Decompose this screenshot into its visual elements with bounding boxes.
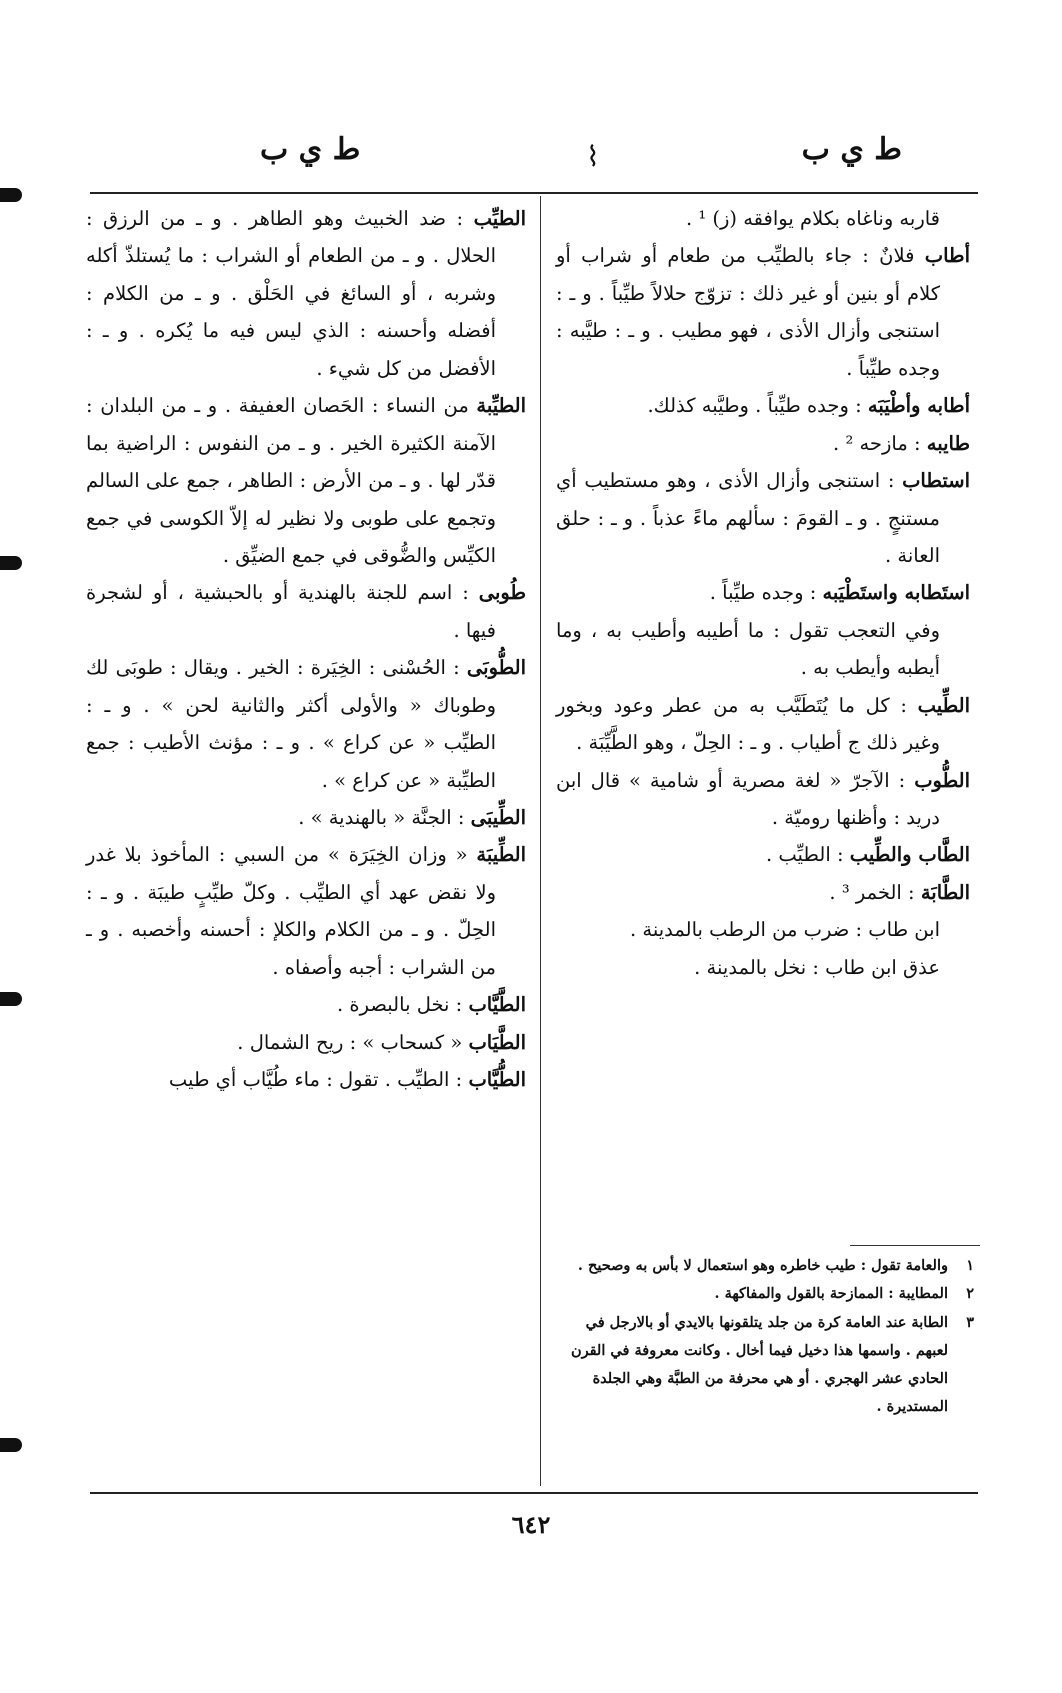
dictionary-entry <box>556 874 970 911</box>
top-rule <box>90 192 978 194</box>
entry-headword: الطَّيَاب <box>468 1030 526 1054</box>
dictionary-entry <box>556 612 970 687</box>
dictionary-entry <box>556 387 970 424</box>
right-column <box>556 200 970 986</box>
entry-definition: : الخمر ³ . <box>829 880 921 904</box>
dictionary-entry <box>556 836 970 873</box>
dictionary-entry <box>556 574 970 611</box>
entry-definition: : وجده طيِّباً . <box>709 581 823 605</box>
bottom-rule <box>90 1492 978 1494</box>
entry-definition: « كسحاب » : ريح الشمال . <box>237 1030 469 1054</box>
dictionary-entry <box>556 237 970 387</box>
entry-headword: استَطابه واستَطْيَبه <box>822 581 970 605</box>
entry-headword: الطيِّبة <box>476 394 526 418</box>
dictionary-entry <box>86 200 526 387</box>
entry-definition: : نخل بالبصرة . <box>337 993 469 1017</box>
column-divider <box>540 196 541 1486</box>
entry-definition: : الآجرّ « لغة مصرية أو شامية » قال ابن دريد : وأظنها روميّة . <box>556 768 940 829</box>
dictionary-entry <box>556 949 970 986</box>
entry-headword: الطِّيب <box>917 693 970 717</box>
entry-definition: : الطيِّب . <box>765 843 850 867</box>
margin-mark <box>0 1438 22 1452</box>
footnote <box>556 1252 974 1280</box>
dictionary-entry <box>556 911 970 948</box>
margin-mark <box>0 992 22 1006</box>
entry-definition: : كل ما يُتَطَيَّب به من عطر وعود وبخور وغير ذلك ج أطياب . و ـ : الحِلّ ، وهو الطَّيِّبَة . <box>556 693 940 755</box>
dictionary-entry <box>86 387 526 574</box>
dictionary-entry <box>86 649 526 799</box>
dictionary-entry <box>556 462 970 574</box>
entry-headword: طايبه <box>926 431 970 455</box>
entry-definition: : الطيِّب . تقول : ماء طُيَّاب أي طيب <box>168 1068 469 1092</box>
entry-definition: : ضد الخبيث وهو الطاهر . و ـ من الرزق : الحلال . و ـ من الطعام أو الشراب : ما يُستلذّ أكله وشربه ، أو السائغ في الحَلْق . و ـ من الكلام : أفضله وأحسنه : الذي ليس فيه ما يُكره . و ـ : الأفضل من كل شيء . <box>86 207 496 380</box>
entry-headword: أطاب <box>924 244 970 268</box>
entry-headword: الطِّيبَى <box>470 806 526 829</box>
footnote-text: الطابة عند العامة كرة من جلد يتلقونها بالايدي أو بالارجل في لعبهم . واسمها هذا دخيل فيما أخال . وكانت معروفة في القرن الحادي عشر الهجري . أو هي محرفة من الطبَّة وهي الجلدة المستديرة . <box>570 1313 948 1416</box>
footnotes <box>556 1252 974 1422</box>
footnote-number: ٢ <box>966 1285 974 1303</box>
footnote-rule <box>850 1245 980 1246</box>
dictionary-entry <box>86 799 526 836</box>
footnote-number: ٣ <box>966 1313 974 1331</box>
header-marker-glyph: ⌇ <box>586 140 600 173</box>
entry-headword: الطُّوبَى <box>466 656 526 680</box>
left-column <box>86 200 526 1099</box>
dictionary-entry <box>556 200 970 237</box>
entry-headword: الطُّوب <box>914 768 970 792</box>
footnote <box>556 1309 974 1422</box>
entry-definition: : الجنَّة « بالهندية » . <box>298 806 471 829</box>
entry-definition: : الحُسْنى : الخِيَرة : الخير . ويقال : طوبَى لك وطوباك « والأولى أكثر والثانية لحن » . و ـ : الطيِّب « عن كراع » . و ـ : مؤنث الأطيب : جمع الطيِّبة « عن كراع » . <box>86 656 496 792</box>
dictionary-entry <box>556 425 970 462</box>
dictionary-entry <box>86 574 526 649</box>
footnote-text: المطايبة : الممازحة بالقول والمفاكهة . <box>714 1285 948 1303</box>
margin-mark <box>0 188 22 202</box>
footnote-number: ١ <box>966 1257 974 1274</box>
entry-headword: الطِّيبَة <box>476 843 526 867</box>
margin-mark <box>0 556 22 570</box>
entry-definition: فلانٌ : جاء بالطيِّب من طعام أو شراب أو كلام أو بنين أو غير ذلك : تزوّج حلالاً طيِّباً . و ـ : استنجى وأزال الأذى ، فهو مطيب . و ـ : طيَّبه : وجده طيِّباً . <box>556 244 940 380</box>
header-root-left: ط ي ب <box>260 132 361 167</box>
dictionary-entry <box>556 762 970 837</box>
entry-definition: : استنجى وأزال الأذى ، وهو مستطيب أي مستنجٍ . و ـ القومَ : سألهم ماءً عذباً . و ـ : حلق العانة . <box>556 469 940 567</box>
entry-definition: عذق ابن طاب : نخل بالمدينة . <box>694 955 940 979</box>
entry-definition: : اسم للجنة بالهندية أو بالحبشية ، أو لشجرة فيها . <box>86 581 496 642</box>
header-root-right: ط ي ب <box>801 132 902 167</box>
dictionary-entry <box>86 836 526 986</box>
entry-headword: الطَّابَة <box>920 880 970 904</box>
entry-definition: : وجده طيِّباً . وطيَّبه كذلك. <box>647 394 868 418</box>
entry-definition: قاربه وناغاه بكلام يوافقه (ز) ¹ . <box>685 207 940 230</box>
entry-definition: ابن طاب : ضرب من الرطب بالمدينة . <box>629 918 940 942</box>
dictionary-entry <box>86 1024 526 1061</box>
dictionary-entry <box>86 986 526 1023</box>
page-number: ٦٤٢ <box>511 1510 551 1539</box>
dictionary-entry <box>556 687 970 762</box>
entry-headword: استطاب <box>902 469 970 493</box>
entry-definition: من النساء : الحَصان العفيفة . و ـ من البلدان : الآمنة الكثيرة الخير . و ـ من النفوس : الراضية بما قدّر لها . و ـ من الأرض : الطاهر ، جمع على السالم وتجمع على طوبى ولا نظير له إلاّ الكوسى في جمع الكيِّس والضُّوقى في جمع الضيِّق . <box>86 394 496 567</box>
entry-definition: وفي التعجب تقول : ما أطيبه وأطيب به ، وما أيطبه وأيطب به . <box>556 618 940 680</box>
entry-headword: طُوبى <box>478 581 526 605</box>
entry-headword: أطابه وأطْيَبَه <box>867 394 970 418</box>
footnote-text: والعامة تقول : طيب خاطره وهو استعمال لا بأس به وصحيح . <box>577 1257 948 1274</box>
entry-definition: : مازحه ² . <box>833 431 927 455</box>
entry-headword: الطُّيَّاب <box>468 1068 526 1092</box>
dictionary-entry <box>86 1061 526 1098</box>
entry-headword: الطَّيَّاب <box>468 993 526 1017</box>
footnote <box>556 1280 974 1308</box>
entry-headword: الطَّاب والطِّيب <box>849 843 970 867</box>
entry-headword: الطيِّب <box>473 207 526 230</box>
entry-definition: « وزان الخِيَرَة » من السبي : المأخوذ بلا غدر ولا نقض عهد أي الطيِّب . وكلّ طيِّبٍ طيبَة . و ـ : الحِلّ . و ـ من الكلام والكلإ : أحسنه وأخصبه . و ـ من الشراب : أجبه وأصفاه . <box>86 843 496 979</box>
